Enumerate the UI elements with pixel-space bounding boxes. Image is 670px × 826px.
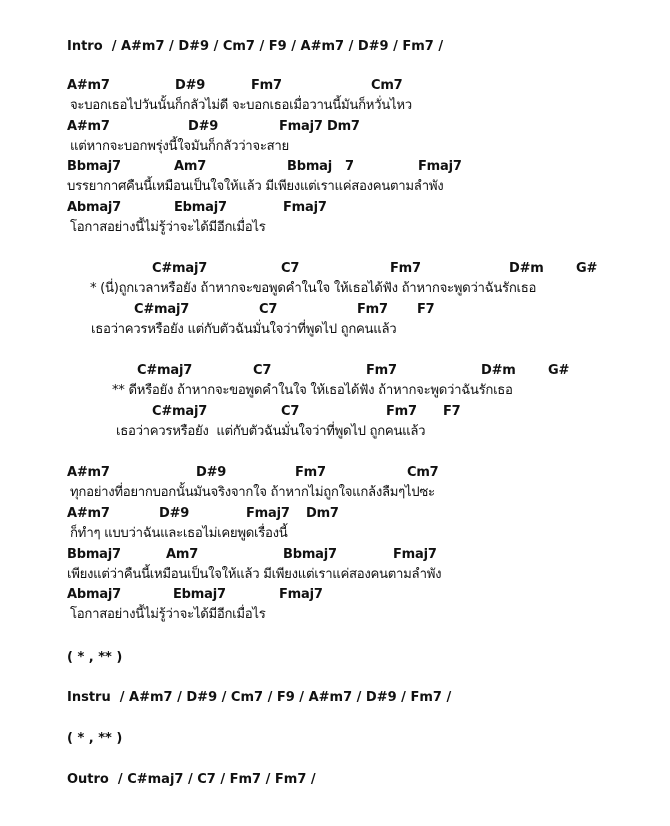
chord: D#9 [175, 78, 206, 93]
intro-line: Intro / A#m7 / D#9 / Cm7 / F9 / A#m7 / D#9 / Fm7 / [67, 39, 444, 54]
chord: Fmaj7 [283, 200, 327, 215]
chord: Fmaj7 [393, 547, 437, 562]
chord: Dm7 [327, 119, 360, 134]
chord: F7 [417, 302, 435, 317]
outro-line: Outro / C#maj7 / C7 / Fm7 / Fm7 / [67, 772, 316, 787]
lyric-line: เธอว่าควรหรือยัง แต่กับตัวฉันมั่นใจว่าที่พูดไป ถูกคนแล้ว [91, 322, 397, 337]
lyric-line: จะบอกเธอไปวันนั้นก็กลัวไม่ดี จะบอกเธอเมื่อวานนี้มันก็หวั่นไหว [70, 98, 412, 113]
lyric-line: โอกาสอย่างนี้ไม่รู้ว่าจะได้มีอีกเมื่อไร [70, 607, 266, 622]
chord: F7 [443, 404, 461, 419]
chord: Fmaj7 [246, 506, 290, 521]
lyric-line: เพียงแต่ว่าคืนนี้เหมือนเป็นใจให้แล้ว มีเพียงแต่เราแค่สองคนตามลำพัง [67, 567, 442, 582]
chord: C#maj7 [134, 302, 190, 317]
chord: Fm7 [366, 363, 397, 378]
chord: Fm7 [251, 78, 282, 93]
lyric-line: ทุกอย่างที่อยากบอกนั้นมันจริงจากใจ ถ้าหากไม่ถูกใจแกล้งลืมๆไปซะ [70, 485, 435, 500]
chord: Dm7 [306, 506, 339, 521]
chord: Fmaj7 [279, 587, 323, 602]
chord: Fm7 [390, 261, 421, 276]
chord: D#m [481, 363, 516, 378]
chord: Fm7 [295, 465, 326, 480]
chord: Cm7 [407, 465, 439, 480]
chord: A#m7 [67, 119, 110, 134]
chord: C7 [281, 404, 300, 419]
repeat-marker: ( * , ** ) [67, 731, 123, 746]
chord: G# [548, 363, 570, 378]
chord: C7 [253, 363, 272, 378]
lyric-line: บรรยากาศคืนนี้เหมือนเป็นใจให้แล้ว มีเพียงแต่เราแค่สองคนตามลำพัง [67, 179, 444, 194]
chord: D#9 [188, 119, 219, 134]
chord: Cm7 [371, 78, 403, 93]
chord: Fm7 [386, 404, 417, 419]
chord: Fm7 [357, 302, 388, 317]
chord: D#m [509, 261, 544, 276]
lyric-line: แต่หากจะบอกพรุ่งนี้ใจมันก็กลัวว่าจะสาย [70, 139, 289, 154]
chord: A#m7 [67, 78, 110, 93]
chord: C#maj7 [152, 261, 208, 276]
chord: C7 [281, 261, 300, 276]
instru-line: Instru / A#m7 / D#9 / Cm7 / F9 / A#m7 / D#9 / Fm7 / [67, 690, 452, 705]
lyric-line: * (นี่)ถูกเวลาหรือยัง ถ้าหากจะขอพูดคำในใจ ให้เธอได้ฟัง ถ้าหากจะพูดว่าฉันรักเธอ [90, 281, 537, 296]
repeat-marker: ( * , ** ) [67, 650, 123, 665]
chord: C#maj7 [137, 363, 193, 378]
chord: A#m7 [67, 465, 110, 480]
chord: Bbmaj 7 [287, 159, 354, 174]
chord: D#9 [196, 465, 227, 480]
chord: Ebmaj7 [173, 587, 226, 602]
chord: Bbmaj7 [283, 547, 337, 562]
chord: Abmaj7 [67, 200, 121, 215]
chord: Abmaj7 [67, 587, 121, 602]
chord: Fmaj7 [418, 159, 462, 174]
chord: Bbmaj7 [67, 547, 121, 562]
lyric-line: ** ดีหรือยัง ถ้าหากจะขอพูดคำในใจ ให้เธอได้ฟัง ถ้าหากจะพูดว่าฉันรักเธอ [112, 383, 513, 398]
chord: Bbmaj7 [67, 159, 121, 174]
chord: Am7 [174, 159, 207, 174]
lyric-line: โอกาสอย่างนี้ไม่รู้ว่าจะได้มีอีกเมื่อไร [70, 220, 266, 235]
chord: Fmaj7 [279, 119, 323, 134]
chord: A#m7 [67, 506, 110, 521]
lyric-line: เธอว่าควรหรือยัง แต่กับตัวฉันมั่นใจว่าที่พูดไป ถูกคนแล้ว [116, 424, 426, 439]
chord: C#maj7 [152, 404, 208, 419]
lyric-line: ก็ทำๆ แบบว่าฉันและเธอไม่เคยพูดเรื่องนี้ [70, 526, 288, 541]
chord: Ebmaj7 [174, 200, 227, 215]
chord: Am7 [166, 547, 199, 562]
chord: G# [576, 261, 598, 276]
chord: D#9 [159, 506, 190, 521]
chord: C7 [259, 302, 278, 317]
